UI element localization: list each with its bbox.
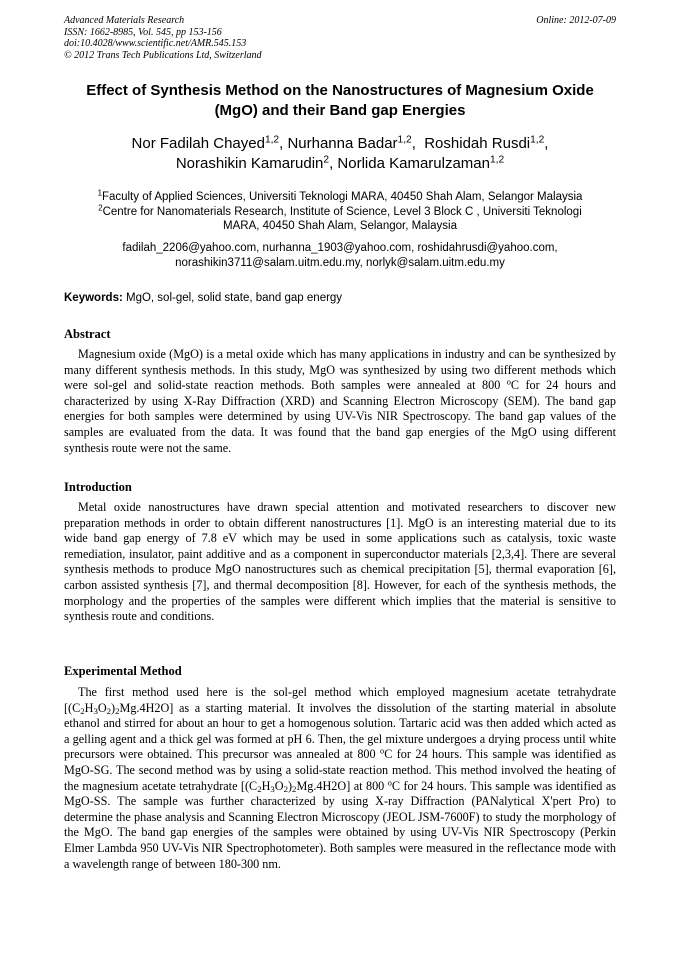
author-affiliation-sup: 1,2: [397, 134, 412, 146]
experimental-text: C for 24 hours. This sample was identified as MgO-SG. The second method was by using a solid-state reaction method. This method involved the heating of the magnesium acetate tetrahydrate [(C: [64, 747, 616, 793]
online-date: Online: 2012-07-09: [536, 15, 616, 26]
author-name: Nor Fadilah Chayed: [131, 135, 265, 152]
author-name: Nurhanna Badar: [287, 135, 398, 152]
author-affiliation-sup: 1,2: [490, 154, 505, 166]
affiliation-1: [64, 190, 616, 205]
formula-text: ): [287, 778, 293, 793]
affiliation-number: 2: [98, 203, 103, 213]
subscript: 3: [270, 783, 275, 794]
journal-name: Advanced Materials Research: [64, 15, 185, 26]
author-separator: ,: [279, 135, 284, 152]
affiliation-2-cont: MARA, 40450 Shah Alam, Selangor, Malaysia: [223, 220, 457, 232]
experimental-text: The first method used here is the sol-gel method which employed magnesium acetate tetrahydrate [(C: [64, 685, 616, 715]
author-name: Norashikin Kamarudin: [175, 155, 324, 172]
author-affiliation-sup: 1,2: [530, 134, 545, 146]
author-separator: ,: [544, 135, 549, 152]
title-line-1: Effect of Synthesis Method on the Nanostructures of Magnesium Oxide: [86, 82, 594, 99]
affiliation-2: [64, 205, 616, 220]
copyright-line: © 2012 Trans Tech Publications Ltd, Switzerland: [64, 49, 262, 61]
subscript: 2: [80, 705, 85, 716]
experimental-paragraph: [64, 685, 616, 872]
affiliations: [64, 190, 616, 234]
degree-sup: o: [387, 778, 392, 787]
email-line-2[interactable]: norashikin3711@salam.uitm.edu.my, norlyk@salam.uitm.edu.my: [175, 256, 505, 269]
abstract-text: Magnesium oxide (MgO) is a metal oxide which has many applications in industry and can be synthesized by many different synthesis methods. In this study, MgO was synthesized by using two different methods which were sol-gel and solid-state reaction methods. Both samples were annealed at 800: [64, 347, 616, 393]
affiliation-text: Centre for Nanomaterials Research, Institute of Science, Level 3 Block C , Universiti Teknologi: [102, 205, 582, 218]
degree-sup: o: [506, 377, 511, 387]
issn-line: ISSN: 1662-8985, Vol. 545, pp 153-156: [64, 26, 222, 38]
subscript: 2: [106, 705, 112, 716]
author-name: Norlida Kamarulzaman: [337, 155, 490, 172]
affiliation-number: 1: [97, 188, 102, 198]
author-line-1: [60, 134, 620, 154]
experimental-heading: Experimental Method: [64, 664, 182, 678]
experimental-text: Mg.4H2O] as a starting material. It involves the dissolution of the starting material in absolute ethanol and stirred for about an hour to get a homogenous solution. Tartaric acid was then added which acted as a gelling agent and a thick gel was formed at pH 6. Then, the gel mixture undergoes a drying process until white precursors were obtained. This precursor was annealed at 800: [64, 700, 616, 762]
author-name: Roshidah Rusdi: [424, 135, 531, 152]
subscript: 3: [93, 705, 98, 716]
author-line-2: [60, 154, 620, 174]
abstract-paragraph: [64, 347, 616, 456]
formula-text: H: [84, 700, 94, 715]
doi-line[interactable]: doi:10.4028/www.scientific.net/AMR.545.153: [64, 38, 247, 49]
subscript: 2: [292, 783, 297, 794]
author-affiliation-sup: 1,2: [264, 134, 280, 146]
author-affiliation-sup: 2: [323, 154, 330, 166]
experimental-text: Mg.4H2O] at 800: [296, 778, 388, 793]
abstract-text: C for 24 hours and characterized by using X-Ray Diffraction (XRD) and Scanning Electron Microscopy (SEM). The band gap energies for both samples were determined by using UV-Vis NIR Spectroscopy. The band gap values of the samples are evaluated from the data. It was found that the band gap energies of the MgO using different synthesis route were not the same.: [64, 378, 616, 455]
introduction-heading: Introduction: [64, 480, 132, 494]
keywords: [64, 291, 616, 305]
degree-sup: o: [380, 746, 385, 756]
title-line-2: (MgO) and their Band gap Energies: [214, 102, 466, 119]
author-list: [60, 134, 620, 174]
subscript: 2: [283, 783, 288, 794]
journal-header: [64, 15, 616, 61]
introduction-paragraph: Metal oxide nanostructures have drawn special attention and motivated researchers to discover new preparation methods in order to obtain different nanostructures [1]. MgO is an interesting material due to its wide band gap energy of 7.8 eV which may be used in some applications such as catalysis, toxic waste remediation, insulator, paint additive and as a component in superconductor materials [2,3,4]. There are several synthesis methods to produce MgO nanostructures such as chemical precipitation [5], thermal evaporation [6], carbon assisted synthesis [7], and thermal decomposition [8]. However, for each of the synthesis methods, the morphology and the properties of the samples were different which implies that the material is sensitive to synthesis route and conditions.: [64, 500, 616, 624]
abstract-heading: Abstract: [64, 327, 111, 341]
author-separator: ,: [411, 135, 416, 152]
subscript: 2: [115, 705, 120, 716]
formula-text: O: [274, 778, 284, 793]
formula-text: O: [97, 700, 107, 715]
formula-text: ): [111, 700, 116, 715]
author-separator: ,: [329, 155, 334, 172]
affiliation-text: Faculty of Applied Sciences, Universiti Teknologi MARA, 40450 Shah Alam, Selangor Malaysia: [101, 191, 583, 203]
paper-title: [60, 81, 620, 121]
keywords-text: MgO, sol-gel, solid state, band gap energy: [122, 292, 343, 304]
subscript: 2: [257, 783, 262, 794]
keywords-label: Keywords:: [64, 292, 123, 304]
author-emails: [64, 241, 616, 270]
email-line-1[interactable]: fadilah_2206@yahoo.com, nurhanna_1903@yahoo.com, roshidahrusdi@yahoo.com,: [122, 242, 558, 254]
experimental-text: C for 24 hours. This sample was identified as MgO-SS. The sample was further characterized by using X-ray Diffraction (PANalytical X'pert Pro) to determine the phase analysis and Scanning Electron Microscopy (JEOL JSM-7600F) to study the morphology of the MgO. The band gap energies of the samples were obtained by using UV-Vis NIR Spectroscopy (Perkin Elmer Lambda 950 UV-Vis NIR Spectrophotometer). Both samples were measured in the reflectance mode with a wavelength range of between 180-300 nm.: [64, 778, 617, 871]
formula-text: H: [261, 778, 271, 793]
